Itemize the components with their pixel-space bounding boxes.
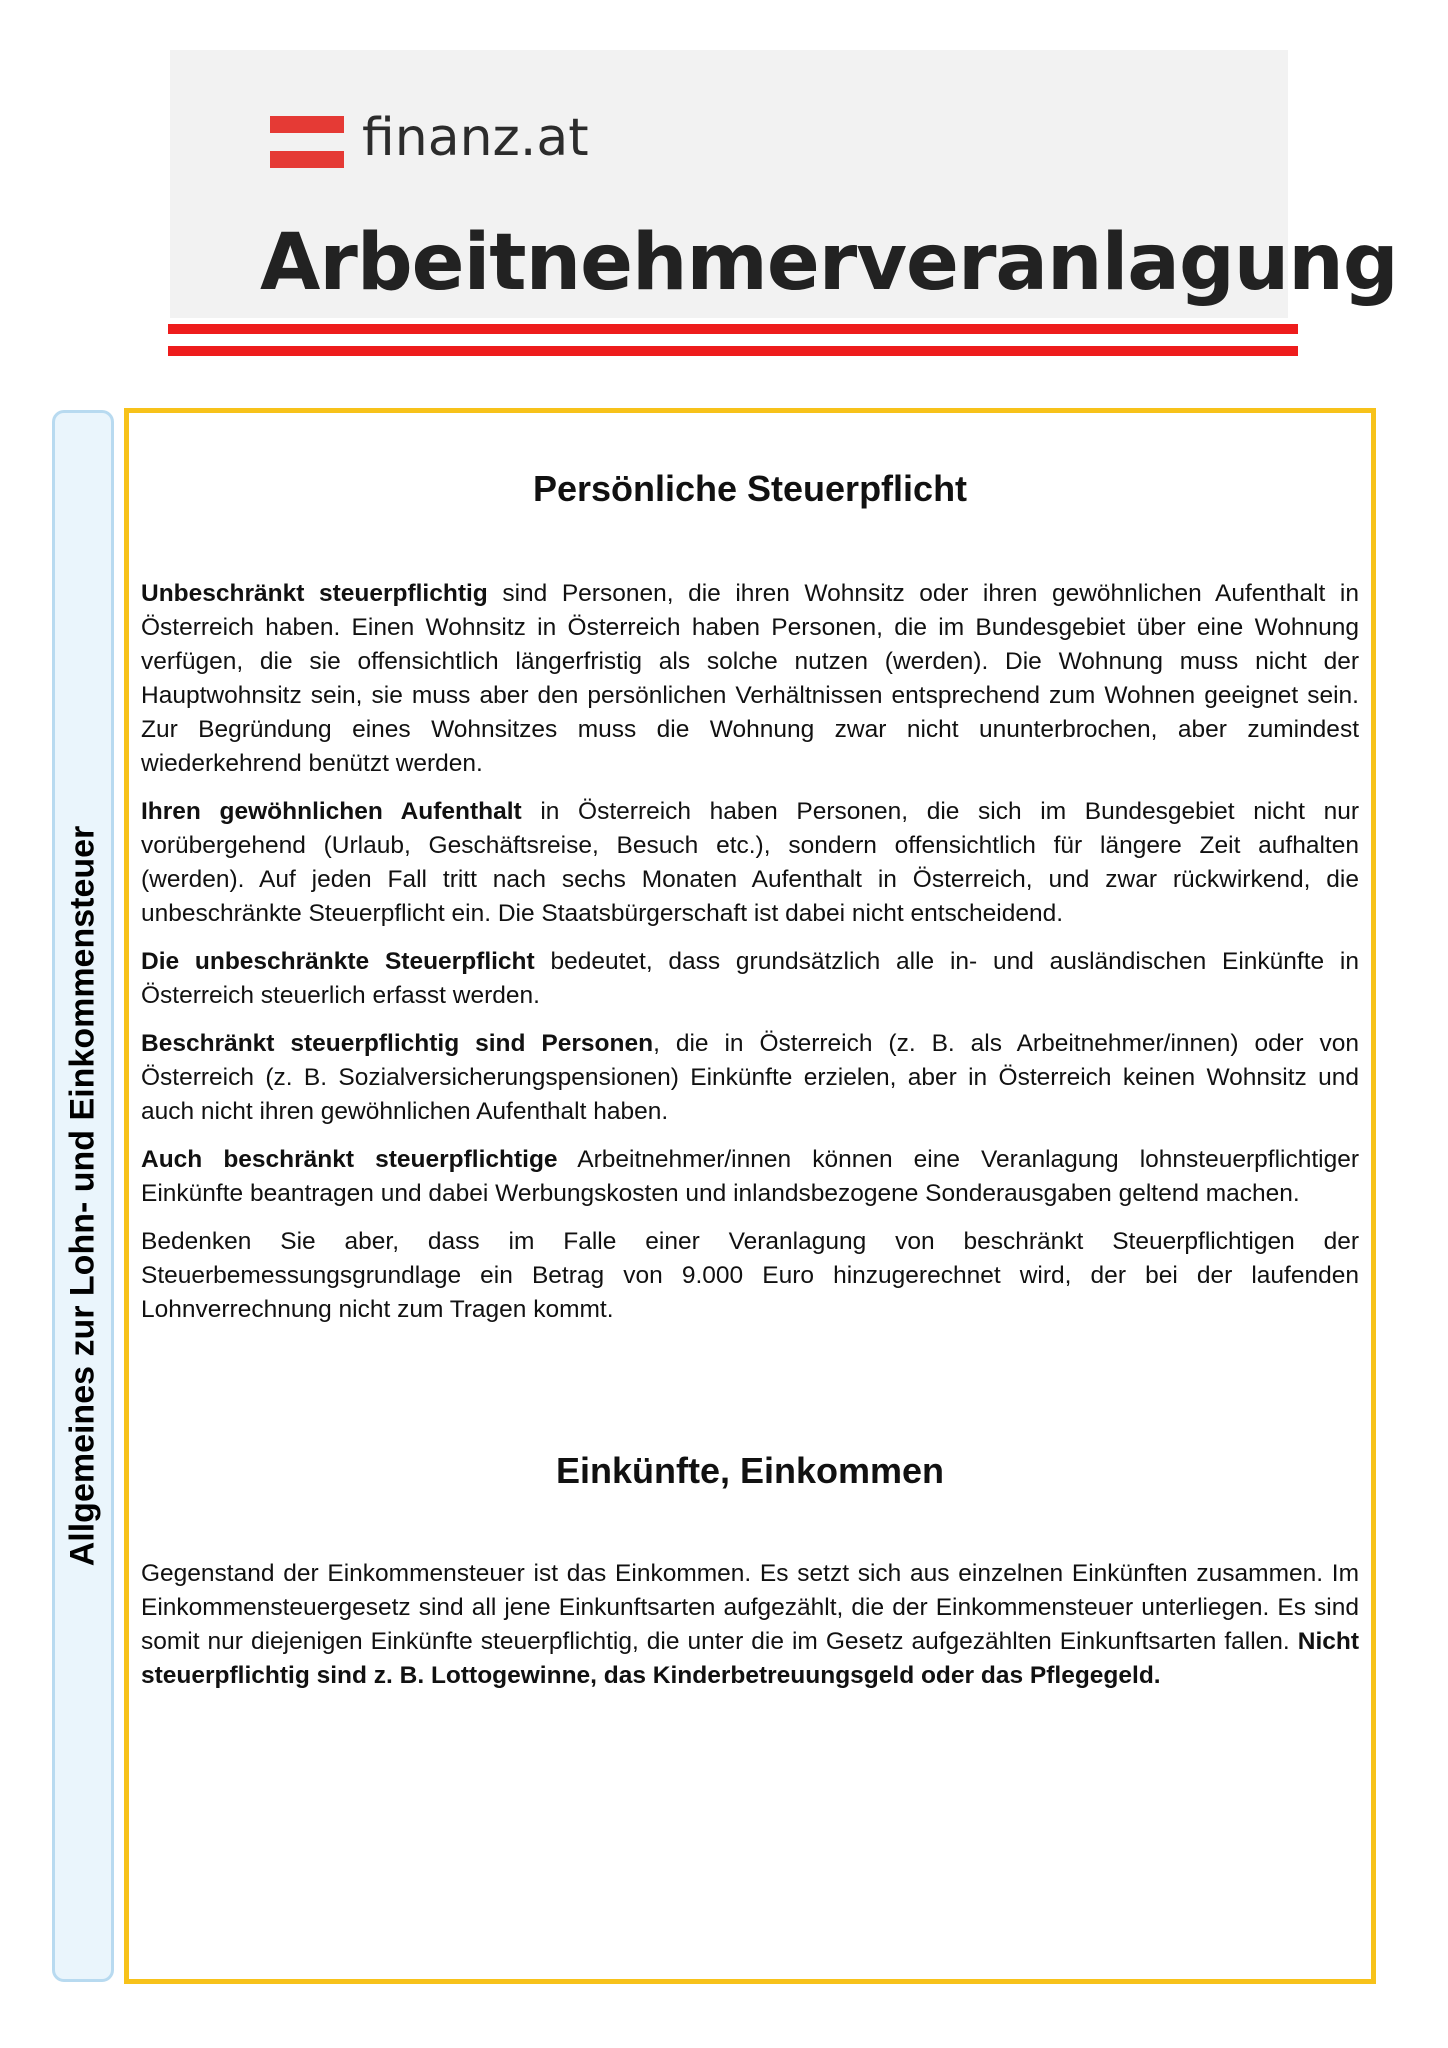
paragraph [141, 795, 1359, 931]
paragraph [141, 577, 1359, 781]
paragraph-lead: Auch beschränkt steuerpflichtige [141, 1146, 558, 1173]
paragraph-text: sind Personen, die ihren Wohnsitz oder ihren gewöhnlichen Aufenthalt in Österreich haben. Einen Wohnsitz in Österreich haben Personen, die im Bundesgebiet über eine Wohnung verfügen, die sie offensichtlich längerfristig als solche nutzen (werden). Die Wohnung muss nicht der Hauptwohnsitz sein, sie muss aber den persönlichen Verhältnissen entsprechend zum Wohnen geeignet sein. Zur Begründung eines Wohnsitzes muss die Wohnung zwar nicht ununterbrochen, aber zumindest wiederkehrend benützt werden. [141, 580, 1359, 777]
section-title-steuerpflicht: Persönliche Steuerpflicht [532, 468, 968, 509]
paragraph [141, 1557, 1359, 1693]
section-body-einkuenfte [141, 1557, 1359, 1707]
content-box [124, 408, 1376, 1984]
paragraph [141, 1143, 1359, 1211]
paragraph-text: , die in Österreich (z. B. als Arbeitnehmer/innen) oder von Österreich (z. B. Sozialversicherungspensionen) Einkünfte erzielen, aber in Österreich keinen Wohnsitz und auch nicht ihren gewöhnlichen Aufenthalt haben. [141, 1030, 1359, 1125]
paragraph-lead: Unbeschränkt steuerpflichtig [141, 580, 488, 607]
section-title-einkuenfte: Einkünfte, Einkommen [555, 1450, 945, 1491]
paragraph-lead: Die unbeschränkte Steuerpflicht [141, 948, 535, 975]
paragraph-lead: Beschränkt steuerpflichtig sind Personen [141, 1030, 654, 1057]
paragraph-text: Bedenken Sie aber, dass im Falle einer Veranlagung von beschränkt Steuerpflichtigen der Steuerbemessungsgrundlage ein Betrag von 9.000 Euro hinzugerechnet wird, der bei der laufenden Lohnverrechnung nicht zum Tragen kommt. [141, 1228, 1359, 1323]
austrian-flag-icon [270, 116, 344, 168]
document-title: Arbeitnehmerveranlagung [260, 218, 1398, 308]
chapter-side-tab [52, 410, 114, 1982]
chapter-label: Allgemeines zur Lohn- und Einkommensteuer [63, 825, 102, 1567]
paragraph [141, 1225, 1359, 1327]
paragraph [141, 1027, 1359, 1129]
paragraph-text: in Österreich haben Personen, die sich im Bundesgebiet nicht nur vorübergehend (Urlaub, Geschäftsreise, Besuch etc.), sondern offensichtlich für längere Zeit aufhalten (werden). Auf jeden Fall tritt nach sechs Monaten Aufenthalt in Österreich, und zwar rückwirkend, die unbeschränkte Steuerpflicht ein. Die Staatsbürgerschaft ist dabei nicht entscheidend. [141, 798, 1359, 927]
header-banner [170, 50, 1398, 318]
brand-name: finanz.at [362, 108, 589, 168]
paragraph-text: Arbeitnehmer/innen können eine Veranlagung lohnsteuerpflichtiger Einkünfte beantragen und dabei Werbungskosten und inlandsbezogene Sonderausgaben geltend machen. [141, 1146, 1359, 1207]
paragraph-emphasis: Nicht steuerpflichtig sind z. B. Lottogewinne, das Kinderbetreuungsgeld oder das Pflegegeld. [141, 1628, 1359, 1689]
section-body-steuerpflicht [141, 577, 1359, 1341]
paragraph-lead: Ihren gewöhnlichen Aufenthalt [141, 798, 522, 825]
paragraph [141, 945, 1359, 1013]
header-divider-top [168, 324, 1298, 334]
paragraph-text: Gegenstand der Einkommensteuer ist das Einkommen. Es setzt sich aus einzelnen Einkünften zusammen. Im Einkommensteuergesetz sind all jene Einkunftsarten aufgezählt, die der Einkommensteuer unterliegen. Es sind somit nur diejenigen Einkünfte steuerpflichtig, die unter die im Gesetz aufgezählten Einkunftsarten fallen. [141, 1560, 1359, 1655]
paragraph-text: bedeutet, dass grundsätzlich alle in- und ausländischen Einkünfte in Österreich steuerlich erfasst werden. [141, 948, 1359, 1009]
header-divider-bottom [168, 346, 1298, 356]
